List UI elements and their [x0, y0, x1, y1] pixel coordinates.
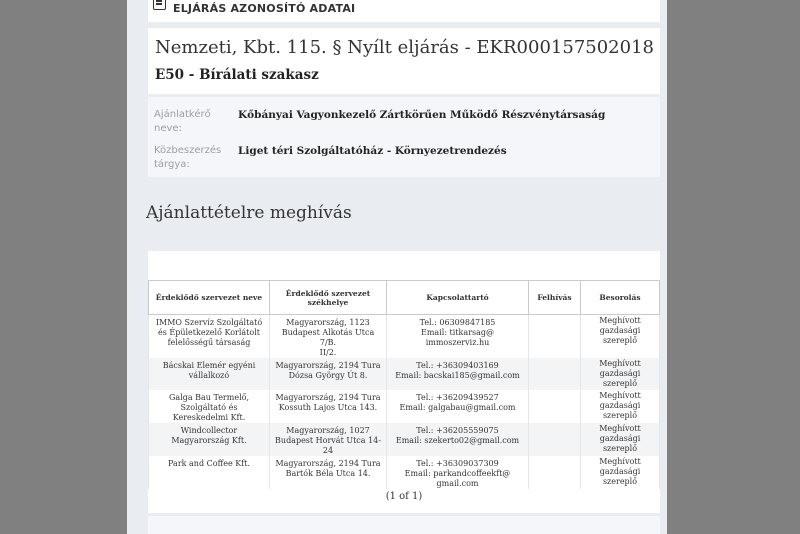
cell-contact: Tel.: +36309403169 Email: bacskai185@gmail.com	[387, 358, 529, 390]
invite-table-panel	[148, 251, 660, 513]
cell-name: Bácskai Elemér egyéni vállalkozó	[149, 358, 270, 390]
cell-seat: Magyarország, 2194 Tura Kossuth Lajos Utca 143.	[270, 390, 387, 423]
table-row[interactable]	[149, 358, 660, 390]
table-row[interactable]	[149, 390, 660, 423]
requester-value: Kőbányai Vagyonkezelő Zártkörűen Működő Részvénytársaság	[238, 109, 606, 121]
cell-seat: Magyarország, 1123 Budapest Alkotás Utca 7/B. II/2.	[270, 315, 387, 359]
section-header	[148, 0, 660, 22]
cell-call	[529, 315, 581, 359]
table-row[interactable]	[149, 315, 660, 359]
col-header-call[interactable]: Felhívás	[529, 281, 581, 315]
table-row[interactable]	[149, 423, 660, 456]
cell-class: Meghívott gazdasági szereplő	[581, 423, 660, 456]
subject-value: Liget téri Szolgáltatóház - Környezetrendezés	[238, 145, 507, 157]
procedure-page	[127, 0, 667, 534]
invite-table	[148, 280, 660, 489]
cell-class: Meghívott gazdasági szereplő	[581, 315, 660, 359]
col-header-class[interactable]: Besorolás	[581, 281, 660, 315]
pagination-info: (1 of 1)	[385, 491, 423, 502]
subject-label: Közbeszerzés tárgya:	[154, 145, 222, 170]
cell-name: Park and Coffee Kft.	[149, 456, 270, 489]
table-header-row	[149, 281, 660, 315]
section-title: ELJÁRÁS AZONOSÍTÓ ADATAI	[173, 2, 356, 15]
cell-seat: Magyarország, 1027 Budapest Horvát Utca 14- 24	[270, 423, 387, 456]
cell-call	[529, 423, 581, 456]
cell-class: Meghívott gazdasági szereplő	[581, 358, 660, 390]
cell-contact: Tel.: +36209439527 Email: galgabau@gmail.com	[387, 390, 529, 423]
cell-contact: Tel.: +36205559075 Email: szekerto02@gmail.com	[387, 423, 529, 456]
cell-call	[529, 390, 581, 423]
table-row[interactable]	[149, 456, 660, 489]
cell-name: IMMO Szervíz Szolgáltató és Épületkezelő Korlátolt felelősségű társaság	[149, 315, 270, 359]
cell-seat: Magyarország, 2194 Tura Dózsa György Út 8.	[270, 358, 387, 390]
invite-heading: Ajánlattételre meghívás	[146, 203, 352, 223]
cell-call	[529, 358, 581, 390]
document-list-icon	[153, 0, 166, 10]
bottom-band	[148, 516, 660, 534]
cell-contact: Tel.: 06309847185 Email: titkarsag@ immoszerviz.hu	[387, 315, 529, 359]
col-header-name[interactable]: Érdeklődő szervezet neve	[149, 281, 270, 315]
procedure-info	[148, 97, 660, 177]
cell-call	[529, 456, 581, 489]
col-header-contact[interactable]: Kapcsolattartó	[387, 281, 529, 315]
requester-label: Ajánlatkérő neve:	[154, 109, 211, 134]
procedure-phase: E50 - Bírálati szakasz	[155, 67, 319, 83]
cell-class: Meghívott gazdasági szereplő	[581, 390, 660, 423]
procedure-title: Nemzeti, Kbt. 115. § Nyílt eljárás - EKR000157502018	[155, 37, 654, 58]
cell-seat: Magyarország, 2194 Tura Bartók Béla Utca 14.	[270, 456, 387, 489]
procedure-box	[148, 28, 660, 94]
col-header-seat[interactable]: Érdeklődő szervezet székhelye	[270, 281, 387, 315]
cell-name: Windcollector Magyarország Kft.	[149, 423, 270, 456]
cell-contact: Tel.: +36309037309 Email: parkandcoffeekft@ gmail.com	[387, 456, 529, 489]
cell-name: Galga Bau Termelő, Szolgáltató és Kereskedelmi Kft.	[149, 390, 270, 423]
cell-class: Meghívott gazdasági szereplő	[581, 456, 660, 489]
